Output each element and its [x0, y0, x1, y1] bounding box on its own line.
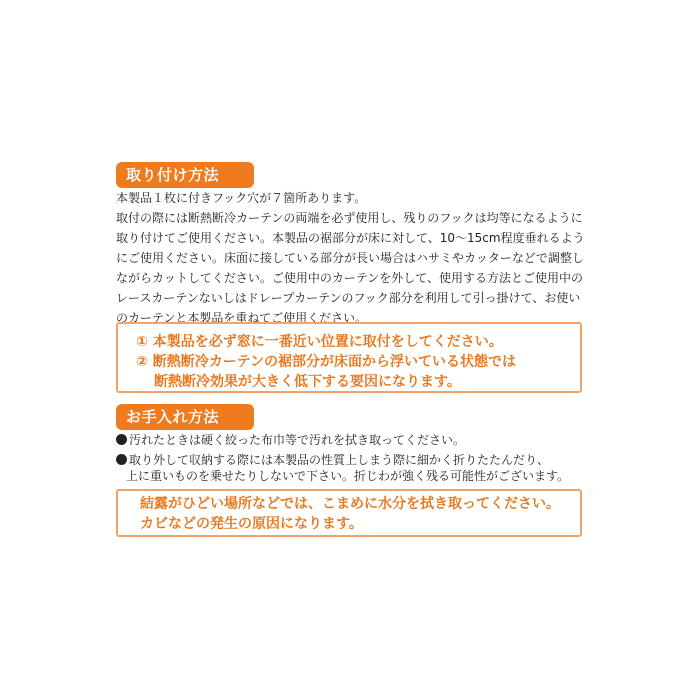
care-notice-line-2: カビなどの発生の原因になります。: [140, 516, 363, 532]
install-line: 取り付けてご使用ください。本製品の裾部分が床に対して、10～15cm程度垂れるよう: [116, 231, 585, 245]
install-line: ながらカットしてください。ご使用中のカーテンを外して、使用する方法とご使用中の: [116, 271, 584, 285]
care-bullet-item: [116, 452, 596, 484]
care-notice-box: [116, 489, 582, 537]
care-bullet-item: [116, 432, 596, 448]
install-notice-line-3: 断熱断冷効果が大きく低下する要因になります。: [154, 374, 461, 390]
bullet-dot-icon: [116, 454, 127, 465]
install-line: のカーテンと本製品を重ねてご使用ください。: [116, 311, 368, 325]
care-bullet-text: 取り外して収納する際には本製品の性質上しまう際に細かく折りたたんだり、: [129, 453, 550, 467]
install-line: 本製品１枚に付きフック穴が７箇所あります。: [116, 191, 367, 205]
install-line: レースカーテンないしはドレープカーテンのフック部分を利用して引っ掛けて、お使い: [116, 291, 581, 305]
install-line: にご使用ください。床面に接している部分が長い場合はハサミやカッターなどで調整し: [116, 251, 584, 265]
care-bullet-text: 汚れたときは硬く絞った布巾等で汚れを拭き取ってください。: [129, 433, 466, 447]
install-notice-line-2: ② 断熱断冷カーテンの裾部分が床面から浮いている状態では: [136, 354, 517, 370]
bullet-dot-icon: [116, 434, 127, 445]
install-notice-box: [116, 322, 582, 393]
install-heading: 取り付け方法: [116, 162, 254, 188]
care-notice-line-1: 結露がひどい場所などでは、こまめに水分を拭き取ってください。: [140, 496, 560, 512]
care-heading: お手入れ方法: [116, 404, 254, 430]
care-bullet-text-continued: 上に重いものを乗せたりしないで下さい。折じわが強く残る可能性がございます。: [126, 469, 570, 483]
install-instructions: [116, 188, 586, 328]
install-line: 取付の際には断熱断冷カーテンの両端を必ず使用し、残りのフックは均等になるように: [116, 211, 583, 225]
install-notice-line-1: ① 本製品を必ず窓に一番近い位置に取付をしてください。: [136, 334, 503, 350]
